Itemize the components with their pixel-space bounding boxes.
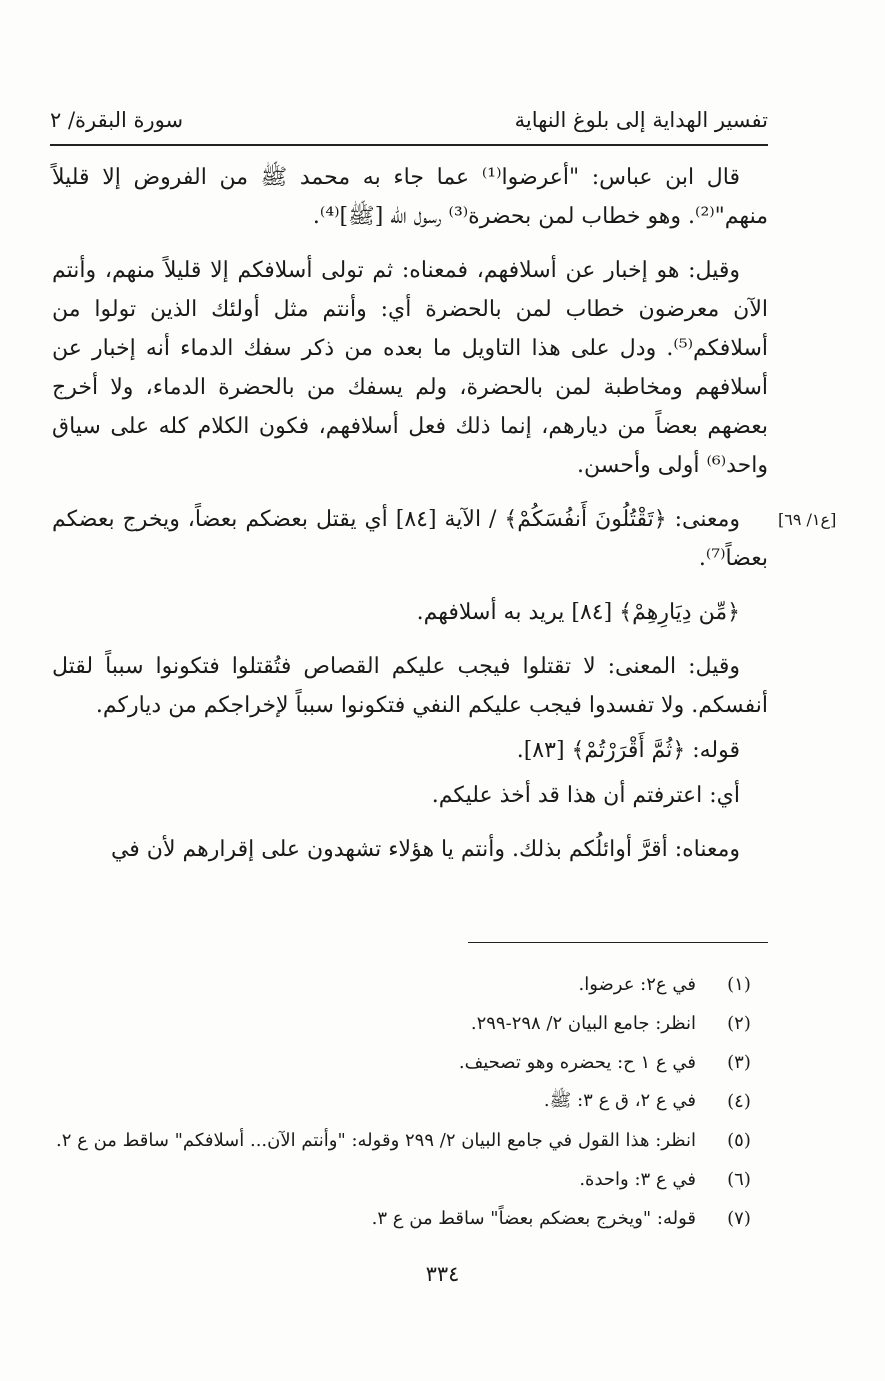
paragraph-6: قوله: ﴿ثُمَّ أَقْرَرْتُمْ﴾ [٨٣]. — [516, 738, 740, 763]
footnote-text: قوله: "ويخرج بعضكم بعضاً" ساقط من ع ٣. — [371, 1208, 696, 1229]
book-title: تفسير الهداية إلى بلوغ النهاية — [514, 108, 768, 132]
footnote-1 — [50, 965, 768, 1004]
page-number: ٣٣٤ — [425, 1262, 460, 1286]
footnote-number: (٢) — [727, 1013, 751, 1034]
footnotes — [50, 965, 768, 1238]
footnote-text: في ع ١ ح: يحضره وهو تصحيف. — [458, 1052, 696, 1073]
main-text — [52, 158, 768, 884]
footnote-text: انظر: جامع البيان ٢/ ٢٩٨-٢٩٩. — [470, 1013, 696, 1034]
paragraph-5: وقيل: المعنى: لا تقتلوا فيجب عليكم القصاص فتُقتلوا فتكونوا سبباً لقتل أنفسكم. ولا تفسدوا فيجب عليكم النفي فتكونوا سبباً لإخراجكم من دياركم. — [52, 654, 768, 718]
paragraph-4: ﴿مِّن دِيَارِهِمْ﴾ [٨٤] يريد به أسلافهم. — [416, 600, 740, 625]
footnote-6 — [50, 1160, 768, 1199]
footnote-text: في ع٢: عرضوا. — [578, 974, 696, 995]
footnote-rule — [468, 942, 768, 943]
paragraph-3: ومعنى: ﴿تَقْتُلُونَ أَنفُسَكُمْ﴾ / الآية [٨٤] أي يقتل بعضكم بعضاً، ويخرج بعضكم بعضاً⁽⁷⁾. — [52, 507, 768, 571]
footnote-text: في ع ٢، ق ع ٣: ﷺ. — [543, 1089, 696, 1111]
footnote-text: في ع ٣: واحدة. — [579, 1169, 696, 1190]
footnote-number: (٤) — [727, 1091, 751, 1112]
footnote-5 — [50, 1121, 768, 1160]
paragraph-1: قال ابن عباس: "أعرضوا⁽¹⁾ عما جاء به محمد ﷺ من الفروض إلا قليلاً منهم"⁽²⁾. وهو خطاب لمن بحضرة⁽³⁾ رسول الله [ﷺ]⁽⁴⁾. — [52, 165, 768, 229]
paragraph-8: ومعناه: أقرَّ أوائلُكم بذلك. وأنتم يا هؤلاء تشهدون على إقرارهم لأن في — [110, 837, 740, 862]
page-header — [50, 108, 768, 144]
surah-name: سورة البقرة/ ٢ — [50, 108, 184, 132]
footnote-number: (٣) — [727, 1052, 751, 1073]
footnote-number: (٦) — [727, 1169, 751, 1190]
footnote-number: (٥) — [727, 1130, 751, 1151]
paragraph-7: أي: اعترفتم أن هذا قد أخذ عليكم. — [431, 783, 740, 808]
footnote-text: انظر: هذا القول في جامع البيان ٢/ ٢٩٩ وقوله: "وأنتم الآن... أسلافكم" ساقط من ع ٢. — [56, 1130, 696, 1151]
footnote-3 — [50, 1043, 768, 1082]
footnote-4 — [50, 1082, 768, 1121]
footnote-2 — [50, 1004, 768, 1043]
margin-note: [ع١/ ٦٩] — [778, 510, 837, 529]
footnote-7 — [50, 1199, 768, 1238]
paragraph-2: وقيل: هو إخبار عن أسلافهم، فمعناه: ثم تولى أسلافكم إلا قليلاً منهم، وأنتم الآن معرضون خطاب لمن بالحضرة أي: وأنتم مثل أولئك الذين تولوا من أسلافكم⁽⁵⁾. ودل على هذا التاويل ما بعده من ذكر سفك الدماء أنه إخبار عن أسلافهم ومخاطبة لمن بالحضرة، ولم يسفك من بالحضرة الدماء، ولا أخرج بعضهم بعضاً من ديارهم، إنما ذلك فعل أسلافهم، فكون الكلام كله على سياق واحد⁽⁶⁾ أولى وأحسن. — [52, 258, 768, 478]
footnote-number: (١) — [727, 974, 751, 995]
footnote-number: (٧) — [727, 1208, 751, 1229]
header-rule — [50, 144, 768, 146]
